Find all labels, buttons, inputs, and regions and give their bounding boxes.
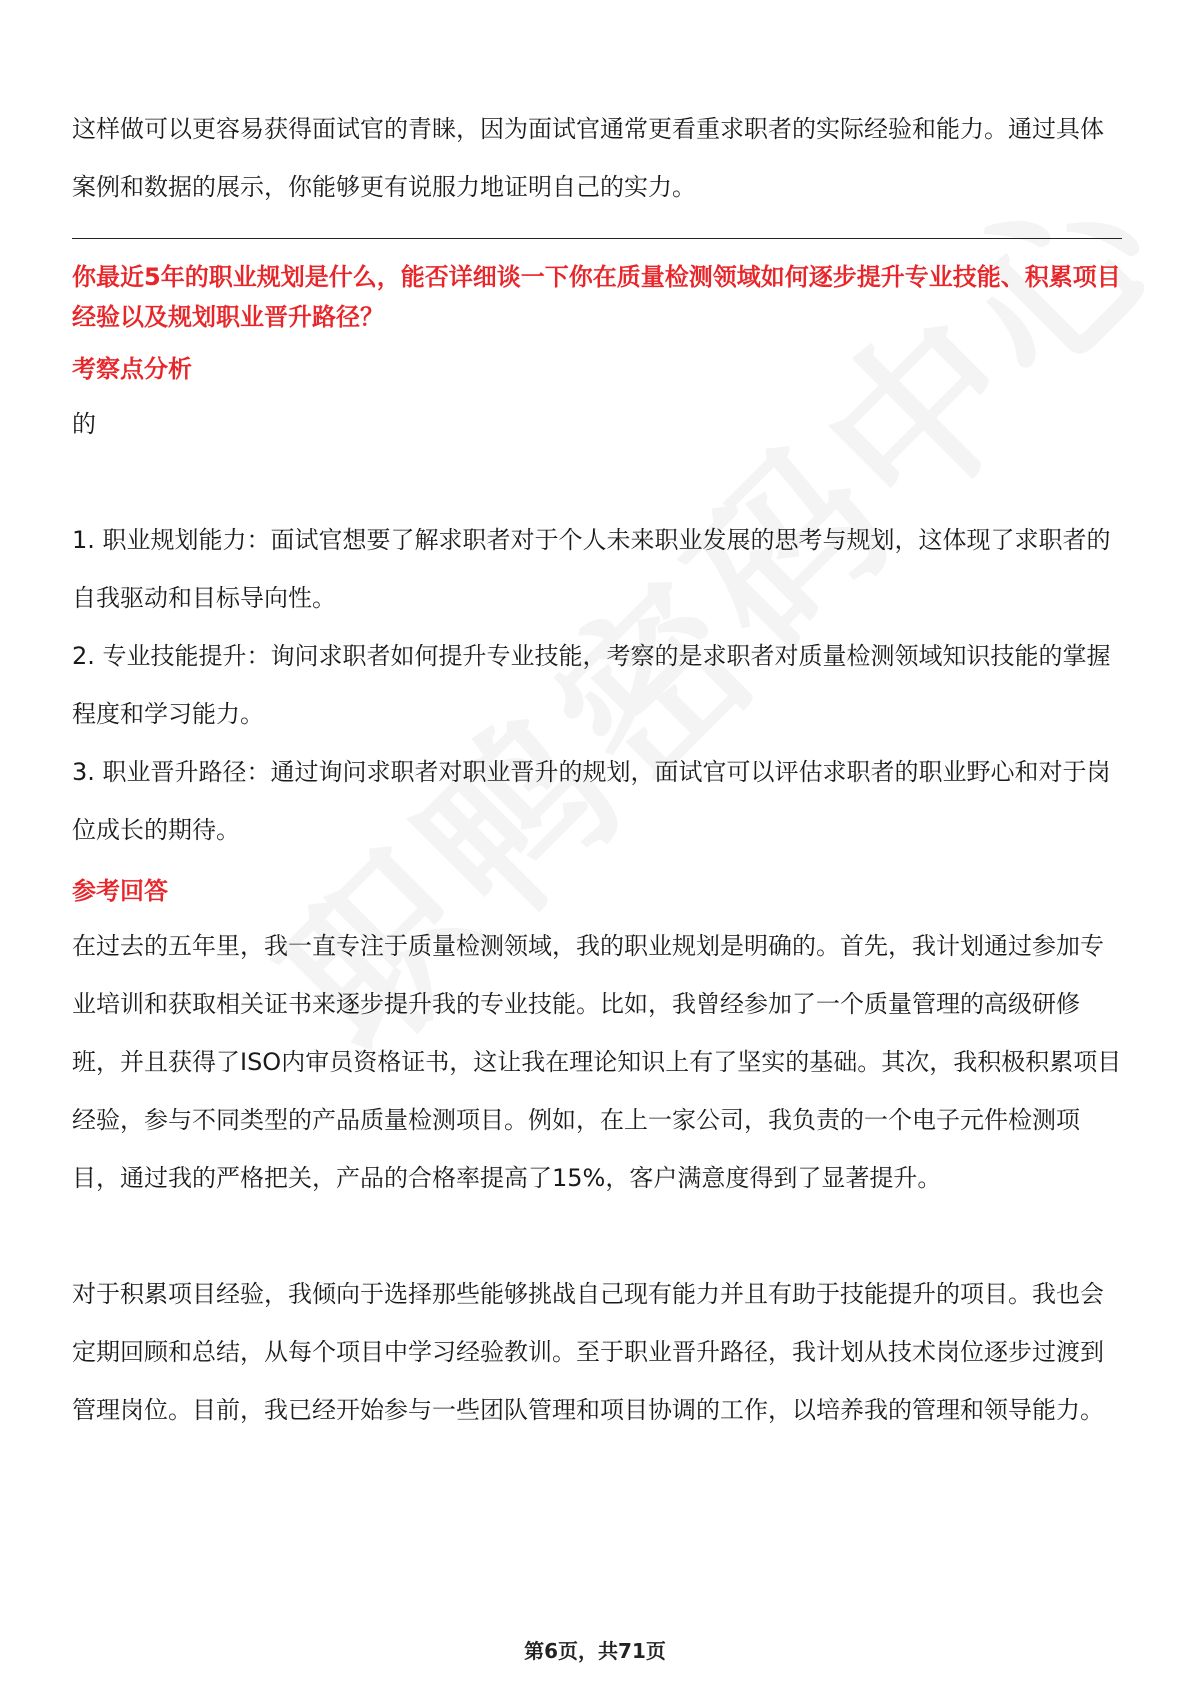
page-number: 第6页，共71页 [524,1639,666,1663]
analysis-item: 1. 职业规划能力：面试官想要了解求职者对于个人未来职业发展的思考与规划，这体现了求职者的自我驱动和目标导向性。 [72,526,1111,612]
analysis-item: 3. 职业晋升路径：通过询问求职者对职业晋升的规划，面试官可以评估求职者的职业野心和对于岗位成长的期待。 [72,758,1111,844]
divider [72,238,1122,239]
analysis-item: 2. 专业技能提升：询问求职者如何提升专业技能，考察的是求职者对质量检测领域知识技能的掌握程度和学习能力。 [72,642,1111,728]
question-heading: 你最近5年的职业规划是什么，能否详细谈一下你在质量检测领域如何逐步提升专业技能、积累项目经验以及规划职业晋升路径？ [72,263,1121,331]
blank-line [72,453,1122,511]
answer-heading: 参考回答 [72,877,168,905]
analysis-heading: 考察点分析 [72,355,192,383]
answer-paragraph: 在过去的五年里，我一直专注于质量检测领域，我的职业规划是明确的。首先，我计划通过参加专业培训和获取相关证书来逐步提升我的专业技能。比如，我曾经参加了一个质量管理的高级研修班，并且获得了ISO内审员资格证书，这让我在理论知识上有了坚实的基础。其次，我积极积累项目经验，参与不同类型的产品质量检测项目。例如，在上一家公司，我负责的一个电子元件检测项目，通过我的严格把关，产品的合格率提高了15%，客户满意度得到了显著提升。 [72,932,1122,1192]
blank-line [72,1207,1122,1265]
intro-paragraph: 这样做可以更容易获得面试官的青睐，因为面试官通常更看重求职者的实际经验和能力。通过具体案例和数据的展示，你能够更有说服力地证明自己的实力。 [72,115,1104,201]
analysis-lead: 的 [72,410,96,438]
document-page [72,100,1122,1439]
answer-paragraph: 对于积累项目经验，我倾向于选择那些能够挑战自己现有能力并且有助于技能提升的项目。我也会定期回顾和总结，从每个项目中学习经验教训。至于职业晋升路径，我计划从技术岗位逐步过渡到管理岗位。目前，我已经开始参与一些团队管理和项目协调的工作，以培养我的管理和领导能力。 [72,1280,1104,1424]
